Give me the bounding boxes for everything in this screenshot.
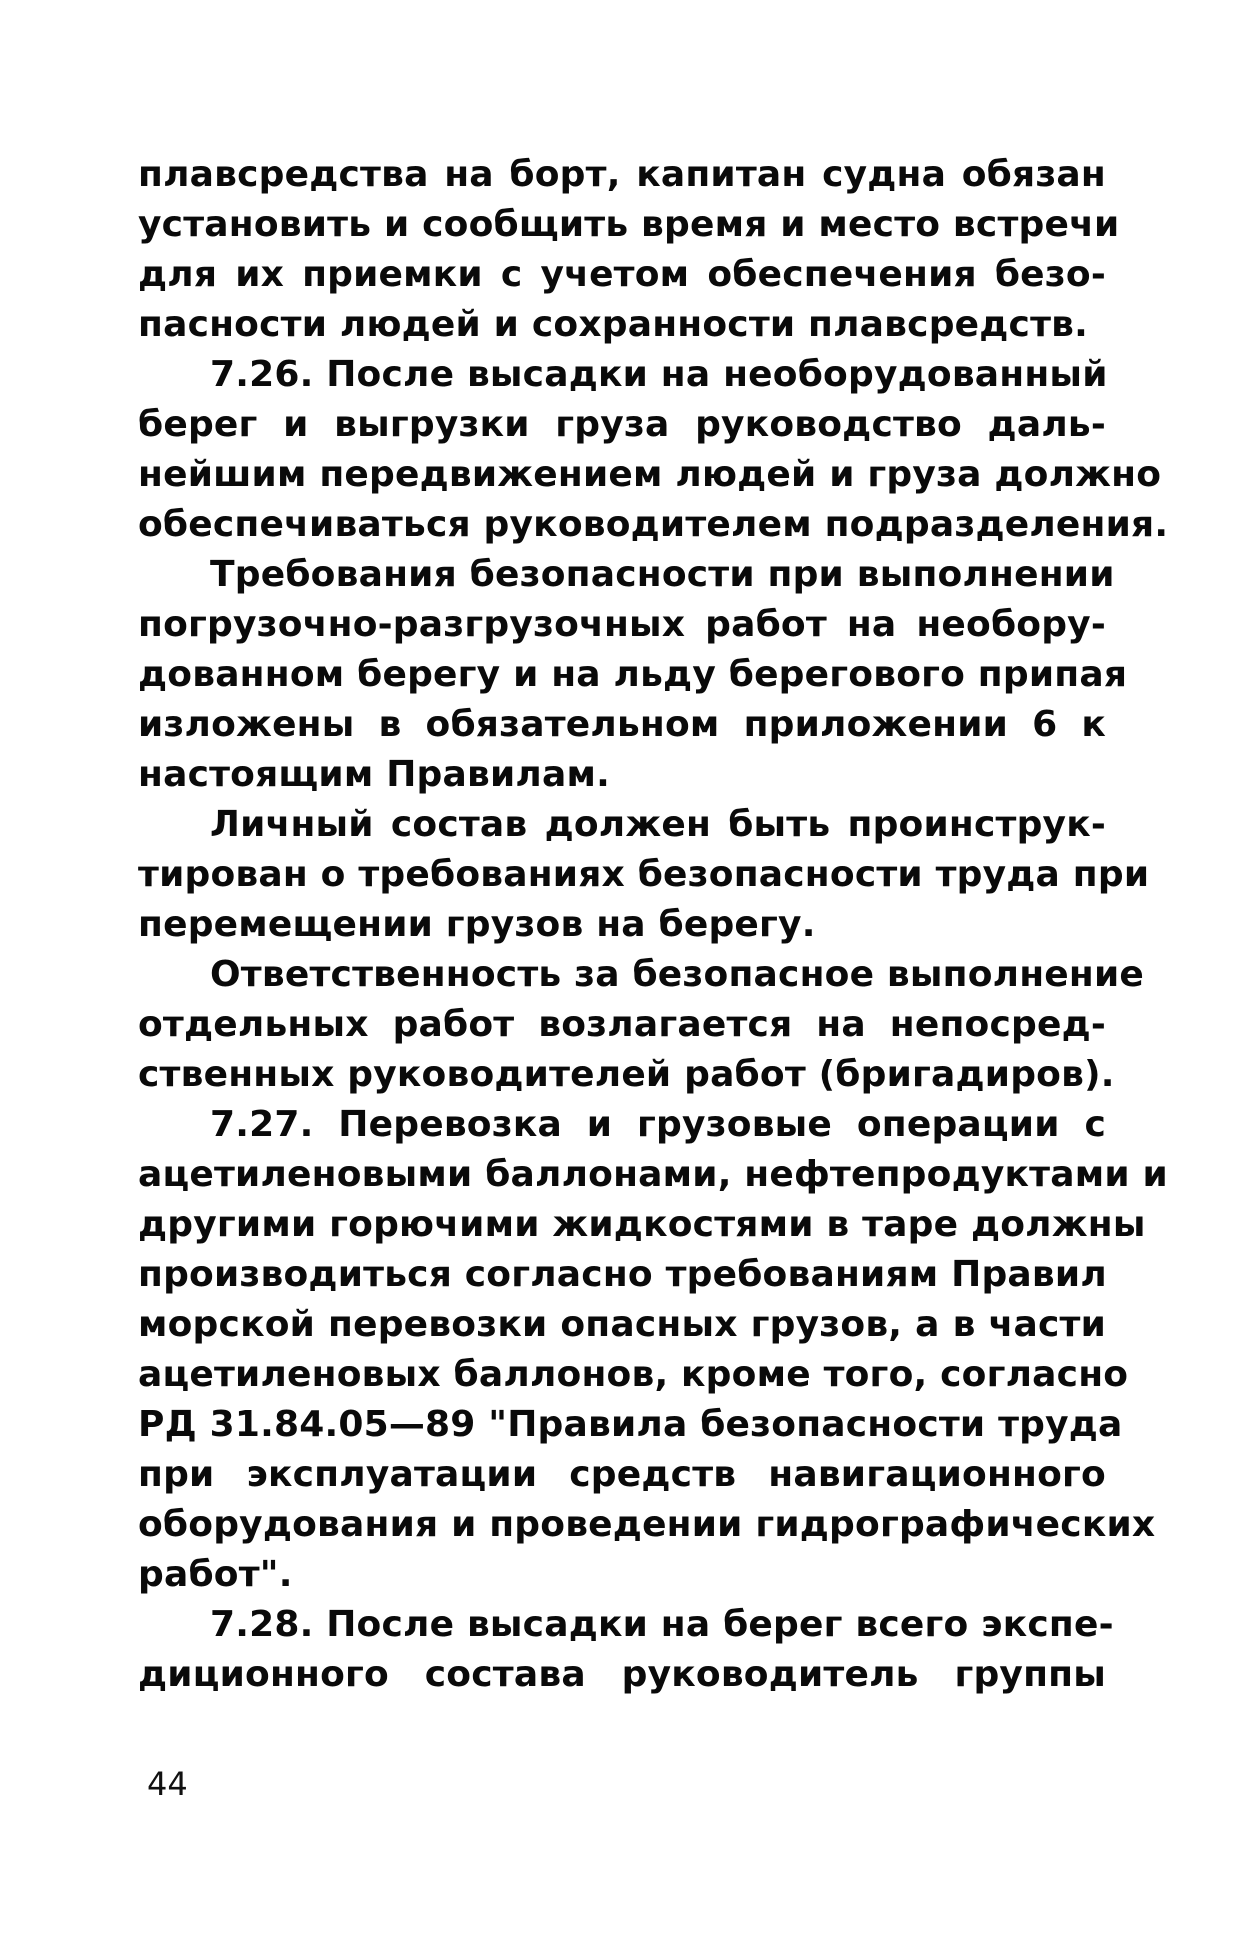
paragraph-7-28 (138, 1600, 1114, 1700)
paragraph-7-27 (138, 1100, 1168, 1600)
paragraph-continuation (138, 150, 1120, 350)
text-line: тирован о требованиях безопасности труда при (138, 854, 1150, 895)
paragraph-requirements (138, 550, 1128, 800)
text-line: 7.28. После высадки на берег всего экспе- (210, 1604, 1114, 1645)
text-line: при эксплуатации средств навигационного (138, 1454, 1106, 1495)
text-line: работ". (138, 1554, 293, 1595)
text-line: перемещении грузов на берегу. (138, 904, 816, 945)
paragraph-7-26 (138, 350, 1169, 550)
text-line: установить и сообщить время и место встречи (138, 204, 1120, 245)
text-line: другими горючими жидкостями в таре должны (138, 1204, 1146, 1245)
text-line: ацетиленовыми баллонами, нефтепродуктами и (138, 1154, 1168, 1195)
text-line: РД 31.84.05—89 "Правила безопасности труда (138, 1404, 1123, 1445)
page-body (138, 150, 1169, 1890)
text-line: для их приемки с учетом обеспечения безо- (138, 254, 1106, 295)
paragraph-personnel (138, 800, 1150, 950)
text-line: морской перевозки опасных грузов, а в части (138, 1304, 1106, 1345)
text-line: Требования безопасности при выполнении (210, 554, 1115, 595)
text-line: дованном берегу и на льду берегового припая (138, 654, 1128, 695)
paragraph-responsibility (138, 950, 1145, 1100)
text-line: оборудования и проведении гидрографических (138, 1504, 1156, 1545)
text-line: производиться согласно требованиям Правил (138, 1254, 1107, 1295)
text-line: диционного состава руководитель группы (138, 1654, 1106, 1695)
text-line: Ответственность за безопасное выполнение (210, 954, 1145, 995)
text-line: Личный состав должен быть проинструк- (210, 804, 1106, 845)
text-line: нейшим передвижением людей и груза должно (138, 454, 1162, 495)
text-line: ственных руководителей работ (бригадиров). (138, 1054, 1115, 1095)
page-number: 44 (147, 1765, 188, 1803)
text-line: настоящим Правилам. (138, 754, 610, 795)
text-line: погрузочно-разгрузочных работ на необору- (138, 604, 1106, 645)
text-line: берег и выгрузки груза руководство даль- (138, 404, 1106, 445)
text-line: пасности людей и сохранности плавсредств. (138, 304, 1089, 345)
text-line: обеспечиваться руководителем подразделения. (138, 504, 1169, 545)
text-line: 7.26. После высадки на необорудованный (210, 354, 1108, 395)
text-line: ацетиленовых баллонов, кроме того, согласно (138, 1354, 1129, 1395)
text-line: плавсредства на борт, капитан судна обязан (138, 154, 1106, 195)
text-line: отдельных работ возлагается на непосред- (138, 1004, 1106, 1045)
text-line: 7.27. Перевозка и грузовые операции с (210, 1104, 1106, 1145)
text-line: изложены в обязательном приложении 6 к (138, 704, 1106, 745)
